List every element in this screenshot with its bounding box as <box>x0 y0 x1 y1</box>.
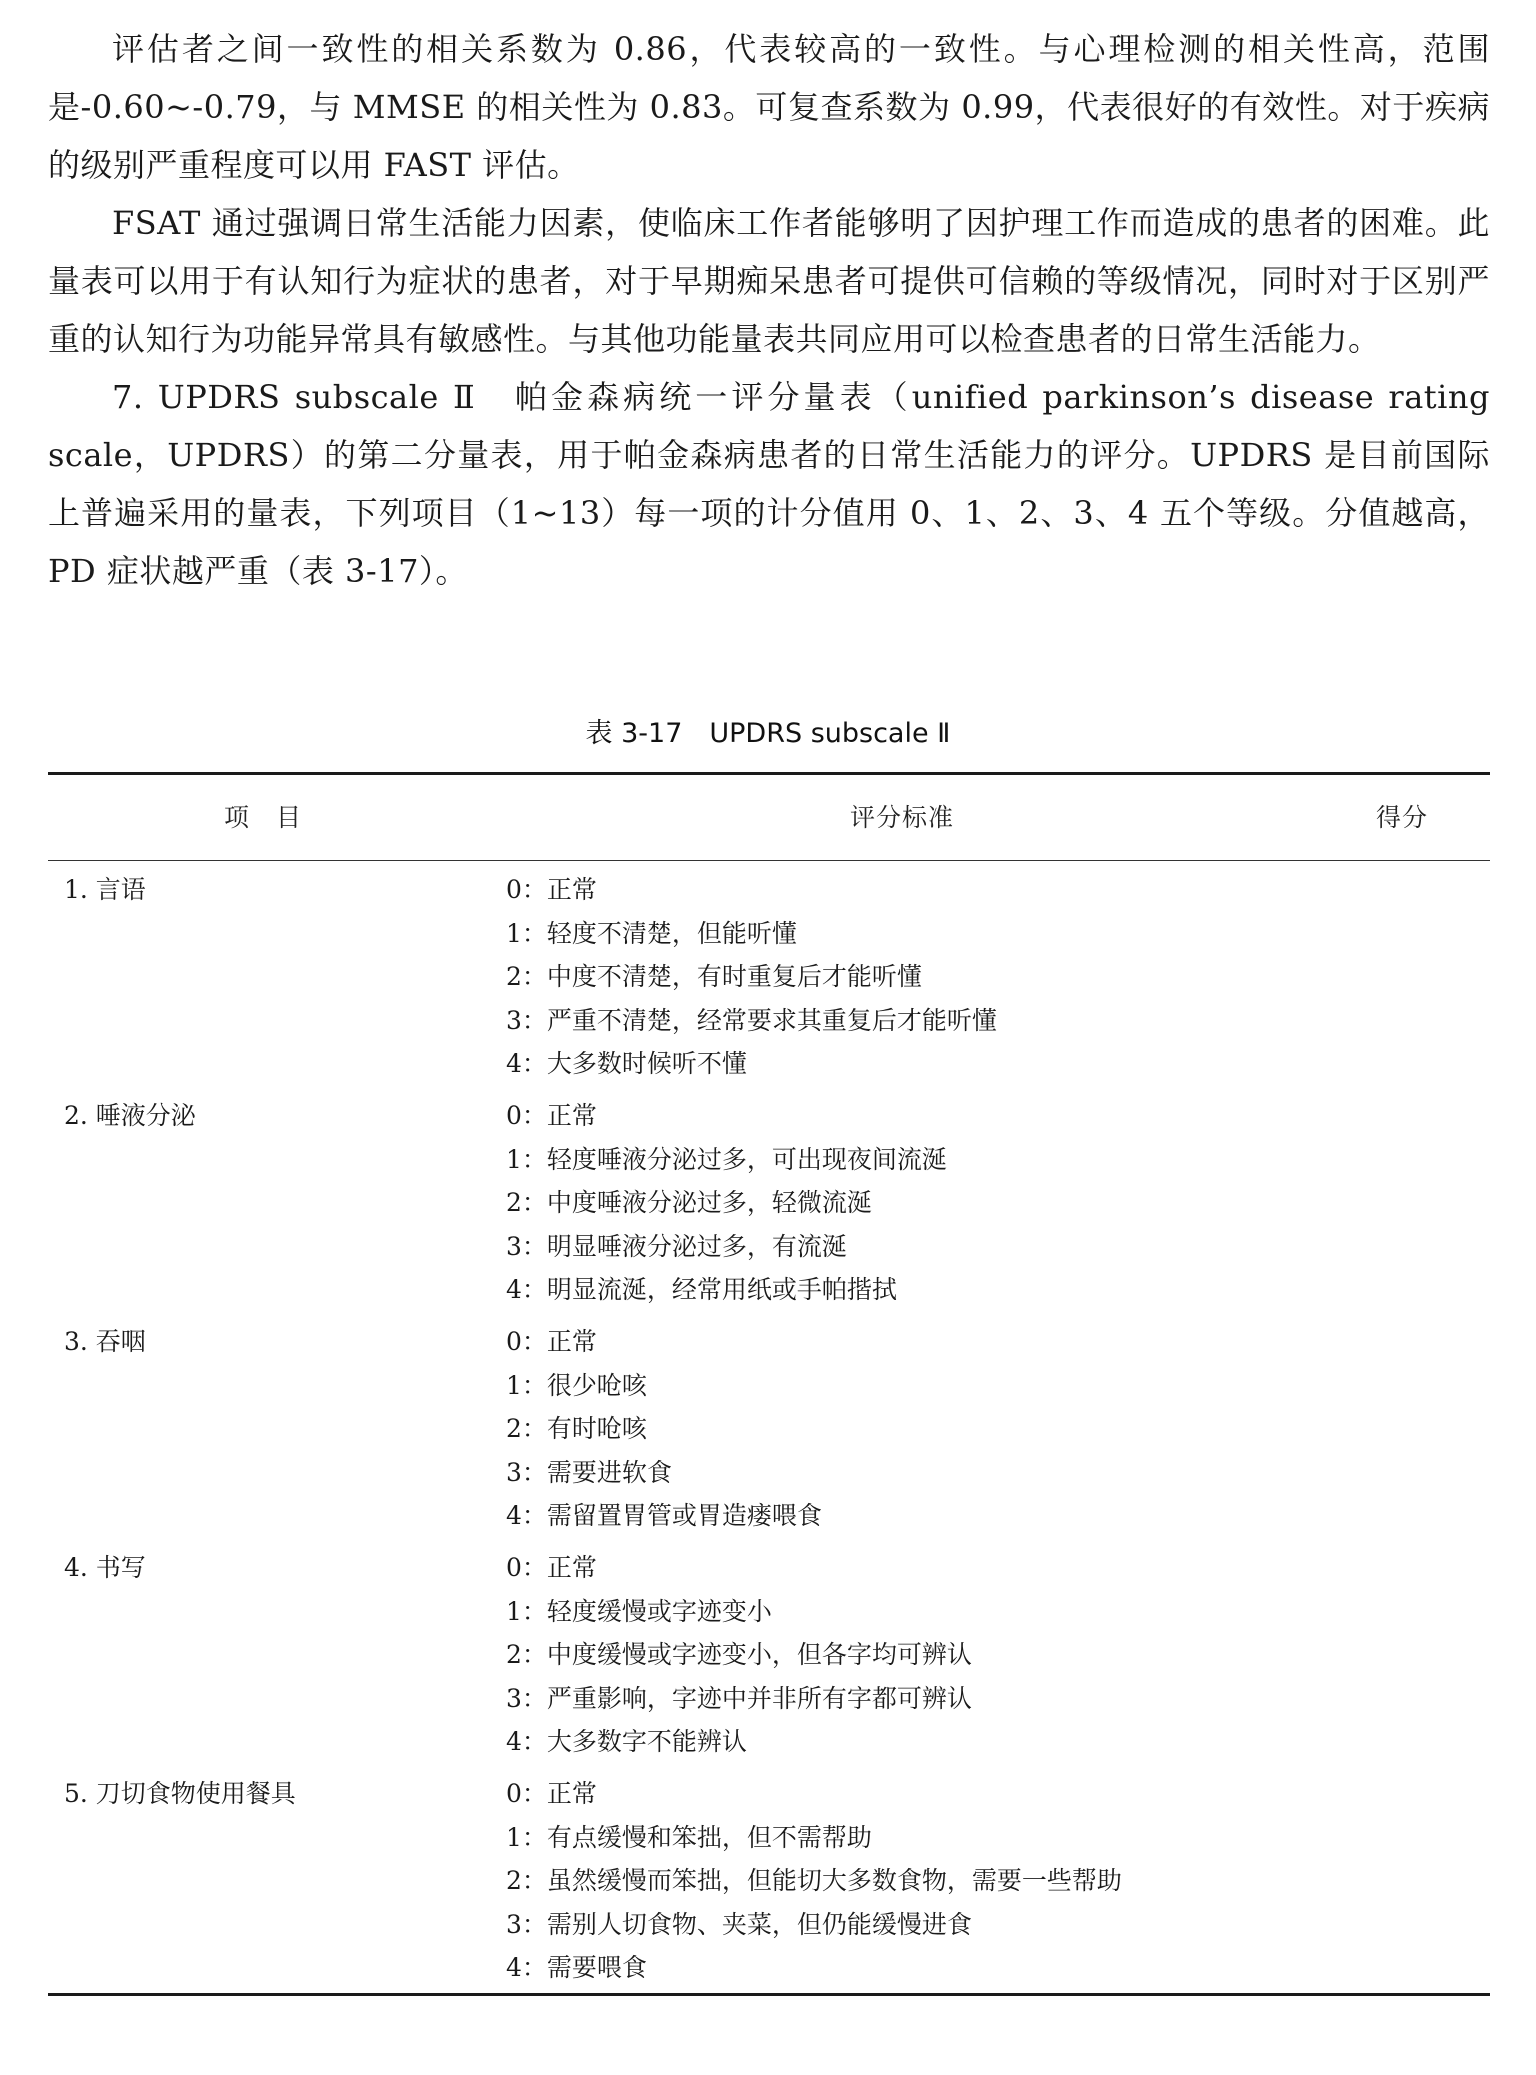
criteria-level: 1：有点缓慢和笨拙，但不需帮助 <box>506 1822 872 1852</box>
criteria-level: 1：很少呛咳 <box>506 1370 647 1400</box>
criteria-level: 0：正常 <box>506 1553 597 1582</box>
table-top-rule <box>48 772 1490 775</box>
criteria-level: 0：正常 <box>506 1779 597 1808</box>
header-score: 得分 <box>1376 803 1429 832</box>
criteria-level: 4：大多数时候听不懂 <box>506 1049 747 1079</box>
criteria-level: 3：需别人切食物、夹菜，但仍能缓慢进食 <box>506 1909 972 1939</box>
criteria-level: 2：中度不清楚，有时重复后才能听懂 <box>506 962 922 992</box>
criteria-level: 4：需要喂食 <box>506 1953 647 1983</box>
row-item-label: 1. 言语 <box>64 875 146 904</box>
criteria-level: 3：明显唾液分泌过多，有流涎 <box>506 1231 847 1261</box>
header-criteria: 评分标准 <box>850 803 955 832</box>
row-criteria-list <box>506 1546 972 1764</box>
row-criteria-list <box>506 1094 947 1312</box>
criteria-level: 1：轻度不清楚，但能听懂 <box>506 918 797 948</box>
criteria-level: 0：正常 <box>506 1327 597 1356</box>
row-item-label: 5. 刀切食物使用餐具 <box>64 1779 296 1808</box>
criteria-level: 0：正常 <box>506 875 597 904</box>
row-criteria-list <box>506 1320 822 1538</box>
table-header-rule <box>48 860 1490 861</box>
paragraph-updrs: 7. UPDRS subscale Ⅱ 帕金森病统一评分量表（unified parkinson’s disease rating scale，UPDRS）的第二分量表，用于帕金森病患者的日常生活能力的评分。UPDRS 是目前国际上普遍采用的量表，下列项目（1~13）每一项的计分值用 0、1、2、3、4 五个等级。分值越高，PD 症状越严重（表 3-17）。 <box>48 378 1490 590</box>
criteria-level: 4：明显流涎，经常用纸或手帕揩拭 <box>506 1275 897 1305</box>
criteria-level: 2：中度缓慢或字迹变小，但各字均可辨认 <box>506 1640 972 1670</box>
criteria-level: 0：正常 <box>506 1101 597 1130</box>
row-item-label: 4. 书写 <box>64 1553 146 1582</box>
row-criteria-list <box>506 1772 1122 1990</box>
criteria-level: 2：有时呛咳 <box>506 1414 647 1444</box>
paragraph-fast: FSAT 通过强调日常生活能力因素，使临床工作者能够明了因护理工作而造成的患者的困难。此量表可以用于有认知行为症状的患者，对于早期痴呆患者可提供可信赖的等级情况，同时对于区别严重的认知行为功能异常具有敏感性。与其他功能量表共同应用可以检查患者的日常生活能力。 <box>48 204 1490 358</box>
criteria-level: 3：严重影响，字迹中并非所有字都可辨认 <box>506 1683 972 1713</box>
header-item: 项 目 <box>224 803 303 832</box>
criteria-level: 3：需要进软食 <box>506 1457 672 1487</box>
criteria-level: 2：虽然缓慢而笨拙，但能切大多数食物，需要一些帮助 <box>506 1866 1122 1896</box>
criteria-level: 1：轻度缓慢或字迹变小 <box>506 1596 772 1626</box>
criteria-level: 2：中度唾液分泌过多，轻微流涎 <box>506 1188 872 1218</box>
criteria-level: 4：大多数字不能辨认 <box>506 1727 747 1757</box>
body-text <box>48 20 1490 600</box>
criteria-level: 4：需留置胃管或胃造瘘喂食 <box>506 1501 822 1531</box>
criteria-level: 3：严重不清楚，经常要求其重复后才能听懂 <box>506 1005 997 1035</box>
row-item-label: 3. 吞咽 <box>64 1327 146 1356</box>
criteria-level: 1：轻度唾液分泌过多，可出现夜间流涎 <box>506 1144 947 1174</box>
row-criteria-list <box>506 868 997 1086</box>
table-bottom-rule <box>48 1993 1490 1996</box>
table-caption: 表 3-17 UPDRS subscale Ⅱ <box>585 718 951 749</box>
paragraph-reliability: 评估者之间一致性的相关系数为 0.86，代表较高的一致性。与心理检测的相关性高，范围是-0.60~-0.79，与 MMSE 的相关性为 0.83。可复查系数为 0.99，代表很好的有效性。对于疾病的级别严重程度可以用 FAST 评估。 <box>48 30 1490 184</box>
row-item-label: 2. 唾液分泌 <box>64 1101 196 1130</box>
